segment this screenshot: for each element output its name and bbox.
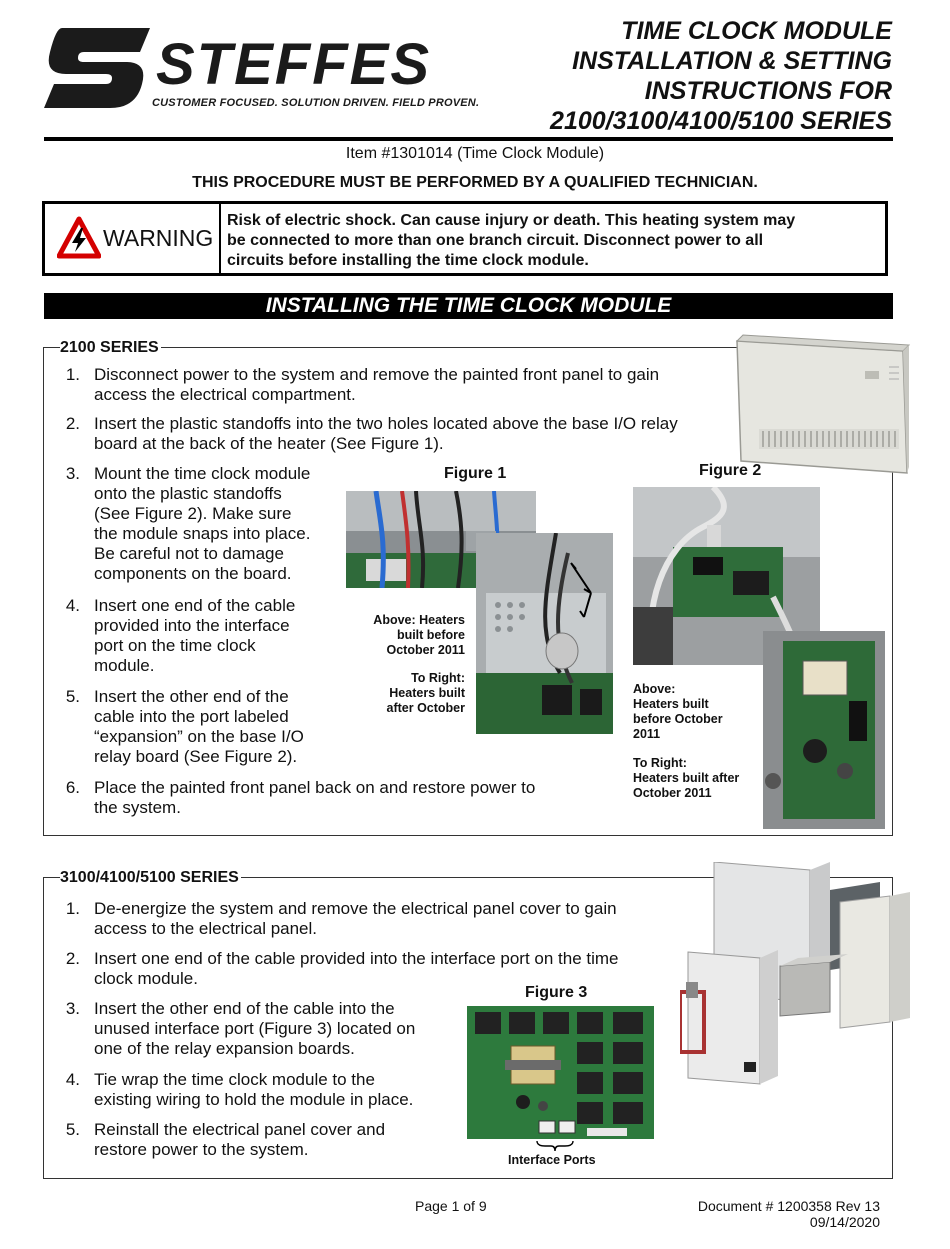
heater-3100-group-image xyxy=(680,862,910,1092)
step-line: port on the time clock xyxy=(94,636,256,655)
caption-line: October 2011 xyxy=(633,786,712,800)
step-line: “expansion” on the base I/O xyxy=(94,727,304,746)
step-number: 3. xyxy=(65,464,80,483)
qualified-technician-notice: THIS PROCEDURE MUST BE PERFORMED BY A QUALIFIED TECHNICIAN. xyxy=(192,174,758,191)
step-number: 2. xyxy=(65,949,80,968)
caption-line: Heaters built after xyxy=(633,771,740,785)
step-line: components on the board. xyxy=(94,564,292,583)
step-line: Reinstall the electrical panel cover and xyxy=(94,1120,386,1139)
step-number: 4. xyxy=(65,1070,80,1089)
step-number: 4. xyxy=(65,596,80,615)
step-line: relay board (See Figure 2). xyxy=(94,747,298,766)
step-line: Disconnect power to the system and remove the painted front panel to gain xyxy=(94,365,660,384)
step-number: 2. xyxy=(65,414,80,433)
caption-line: To Right: xyxy=(411,671,465,685)
title-line: TIME CLOCK MODULE xyxy=(621,17,892,45)
document-date: 09/14/2020 xyxy=(809,1214,880,1230)
step-line: Insert the other end of the xyxy=(94,687,289,706)
document-id: Document # 1200358 Rev 13 xyxy=(697,1198,880,1214)
title-line: 2100/3100/4100/5100 SERIES xyxy=(550,107,892,135)
warning-line: Risk of electric shock. Can cause injury or death. This heating system may xyxy=(227,212,796,229)
caption-line: Heaters built xyxy=(389,686,465,700)
step-line: restore power to the system. xyxy=(94,1140,309,1159)
step-line: access to the electrical panel. xyxy=(94,919,318,938)
step-line: provided into the interface xyxy=(94,616,290,635)
document-number xyxy=(698,1198,880,1230)
step-line: one of the relay expansion boards. xyxy=(94,1039,355,1058)
warning-text xyxy=(227,211,877,271)
step-number: 5. xyxy=(65,687,80,706)
caption-line: after October xyxy=(386,701,465,715)
step-line: (See Figure 2). Make sure xyxy=(94,504,292,523)
warning-line: circuits before installing the time clock module. xyxy=(227,252,589,269)
figure-1-caption-right xyxy=(355,671,465,716)
heater-2100-image xyxy=(733,333,911,481)
figure-3-relay-board-photo xyxy=(467,1006,654,1139)
figure-3-caption: Interface Ports xyxy=(508,1153,596,1167)
caption-line: before October xyxy=(633,712,723,726)
step-line: module. xyxy=(94,656,155,675)
figure-2-title: Figure 2 xyxy=(699,462,762,479)
step-line: Insert the other end of the cable into the xyxy=(94,999,395,1018)
figure-2-photo-after xyxy=(763,631,885,829)
step-line: board at the back of the heater (See Figure 1). xyxy=(94,434,444,453)
step-line: Place the painted front panel back on and restore power to xyxy=(94,778,536,797)
step-line: the system. xyxy=(94,798,181,817)
step-line: cable into the port labeled xyxy=(94,707,289,726)
step-line: clock module. xyxy=(94,969,198,988)
step-number: 5. xyxy=(65,1120,80,1139)
page-number: Page 1 of 9 xyxy=(415,1198,487,1214)
figure-1-photo-after xyxy=(476,533,613,734)
step-number: 1. xyxy=(65,365,80,384)
step-line: Tie wrap the time clock module to the xyxy=(94,1070,375,1089)
figure-2-caption-above xyxy=(633,682,763,742)
step-line: access the electrical compartment. xyxy=(94,385,356,404)
interface-ports-bracket xyxy=(535,1140,575,1152)
item-number: Item #1301014 (Time Clock Module) xyxy=(345,145,605,162)
brand-name: STEFFES xyxy=(156,32,432,97)
caption-line: 2011 xyxy=(633,727,661,741)
title-line: INSTRUCTIONS FOR xyxy=(644,77,892,105)
step-line: unused interface port (Figure 3) located on xyxy=(94,1019,416,1038)
step-line: Be careful not to damage xyxy=(94,544,284,563)
figure-1-title: Figure 1 xyxy=(444,465,507,482)
figure-2-caption-right xyxy=(633,756,763,801)
step-line: onto the plastic standoffs xyxy=(94,484,282,503)
caption-line: To Right: xyxy=(633,756,687,770)
warning-box xyxy=(42,201,888,276)
caption-line: built before xyxy=(396,628,465,642)
section-banner: INSTALLING THE TIME CLOCK MODULE xyxy=(44,293,893,319)
series-2100-heading: 2100 SERIES xyxy=(60,339,159,356)
header-divider xyxy=(44,137,893,141)
step-number: 3. xyxy=(65,999,80,1018)
step-line: Insert one end of the cable provided into the interface port on the time xyxy=(94,949,619,968)
figure-3-title: Figure 3 xyxy=(525,984,588,1001)
caption-line: October 2011 xyxy=(386,643,465,657)
warning-label: WARNING xyxy=(103,225,214,251)
caption-line: Above: xyxy=(633,682,676,696)
step-line: the module snaps into place. xyxy=(94,524,311,543)
step-line: existing wiring to hold the module in place. xyxy=(94,1090,414,1109)
step-line: Insert the plastic standoffs into the two holes located above the base I/O relay xyxy=(94,414,678,433)
document-title xyxy=(550,16,892,136)
step-line: De-energize the system and remove the electrical panel cover to gain xyxy=(94,899,617,918)
brand-tagline: CUSTOMER FOCUSED. SOLUTION DRIVEN. FIELD PROVEN. xyxy=(152,97,480,109)
title-line: INSTALLATION & SETTING xyxy=(572,47,892,75)
electric-shock-warning-icon xyxy=(57,216,101,260)
step-number: 1. xyxy=(65,899,80,918)
caption-line: Heaters built xyxy=(633,697,709,711)
step-line: Insert one end of the cable xyxy=(94,596,296,615)
warning-line: be connected to more than one branch circuit. Disconnect power to all xyxy=(227,232,764,249)
step-line: Mount the time clock module xyxy=(94,464,311,483)
figure-1-caption-above xyxy=(355,613,465,658)
step-number: 6. xyxy=(65,778,80,797)
warning-label-cell xyxy=(45,204,221,273)
series-3100-heading: 3100/4100/5100 SERIES xyxy=(60,869,239,886)
caption-line: Above: Heaters xyxy=(373,613,465,627)
